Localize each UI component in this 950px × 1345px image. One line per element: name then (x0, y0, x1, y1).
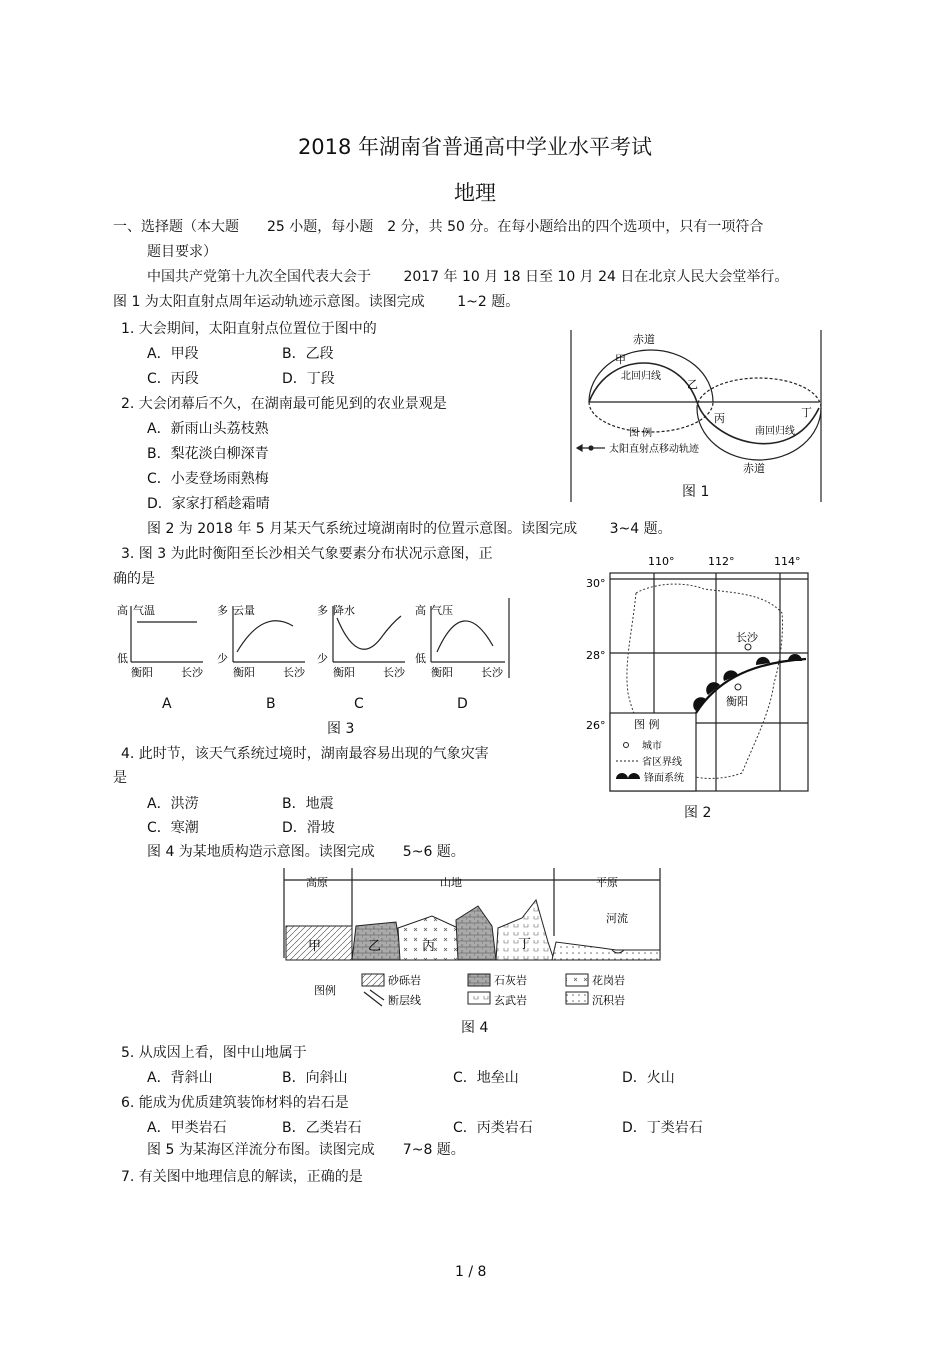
q6-option-a: A．甲类岩石 (147, 1120, 227, 1136)
q2-option-d: D．家家打稻趁霜晴 (147, 496, 270, 512)
fig4-legend-label: 图例 (314, 984, 336, 997)
fig2-lon2: 112° (708, 555, 735, 568)
fig3-a-hi: 高 (117, 604, 128, 617)
fig4-river: 河流 (606, 912, 628, 925)
q6-option-c: C．丙类岩石 (453, 1120, 533, 1136)
fig1-ding: 丁 (801, 406, 812, 419)
fig2-lon1: 110° (648, 555, 675, 568)
fig1-legend-title: 图 例 (629, 428, 653, 439)
q4-option-d: D．滑坡 (282, 820, 335, 836)
figure-3 (113, 598, 513, 682)
fig2-caption: 图 2 (684, 805, 712, 821)
q5-stem: 5. 从成因上看，图中山地属于 (121, 1045, 307, 1061)
q3-stem-line1: 3. 图 3 为此时衡阳至长沙相关气象要素分布状况示意图，正 (121, 546, 493, 562)
fig4-mountain: 山地 (440, 876, 462, 889)
intro2: 图 2 为 2018 年 5 月某天气系统过境湖南时的位置示意图。读图完成 3~4 题。 (147, 521, 672, 537)
fig3-letter-b: B (266, 696, 276, 712)
fig1-jia: 甲 (615, 353, 626, 366)
fig2-city1: 长沙 (736, 631, 758, 644)
fig3-d-x1: 衡阳 (431, 666, 453, 679)
fig4-bing: 丙 (422, 939, 436, 954)
fig4-plateau: 高原 (306, 876, 328, 889)
fig2-lon3: 114° (774, 555, 801, 568)
q5-option-d: D．火山 (622, 1070, 675, 1086)
q5-option-c: C．地垒山 (453, 1070, 519, 1086)
fig3-d-hi: 高 (415, 604, 426, 617)
fig3-d-lo: 低 (415, 652, 426, 665)
fig4-jia: 甲 (308, 939, 322, 954)
intro4: 图 5 为某海区洋流分布图。读图完成 7~8 题。 (147, 1142, 465, 1158)
exam-title: 2018 年湖南省普通高中学业水平考试 (297, 135, 653, 159)
fig4-caption: 图 4 (461, 1020, 489, 1036)
page-number: 1 / 8 (455, 1264, 487, 1280)
fig4-sandstone: 砂砾岩 (388, 974, 421, 987)
fig1-bing: 丙 (714, 412, 725, 425)
q1-option-d: D．丁段 (282, 371, 335, 387)
q4-stem-line2: 是 (113, 770, 127, 786)
fig3-d-name: 气压 (431, 604, 453, 617)
fig4-yi: 乙 (368, 939, 382, 954)
q5-option-a: A．背斜山 (147, 1070, 213, 1086)
fig3-c-x1: 衡阳 (333, 666, 355, 679)
q1-option-c: C．丙段 (147, 371, 199, 387)
q7-stem: 7. 有关图中地理信息的解读，正确的是 (121, 1169, 363, 1185)
q1-stem: 1. 大会期间，太阳直射点位置位于图中的 (121, 321, 377, 337)
q4-option-b: B．地震 (282, 796, 334, 812)
figure-2 (584, 553, 812, 795)
fig3-letter-a: A (162, 696, 172, 712)
q4-stem-line1: 4. 此时节，该天气系统过境时，湖南最容易出现的气象灾害 (121, 746, 489, 762)
q6-option-b: B．乙类岩石 (282, 1120, 362, 1136)
fig3-b-x1: 衡阳 (233, 666, 255, 679)
fig4-plain: 平原 (596, 876, 618, 889)
figure-4 (282, 866, 666, 1010)
fig2-legend-city: 城市 (642, 741, 662, 752)
fig4-basalt: 玄武岩 (494, 994, 527, 1007)
q2-option-b: B．梨花淡白柳深青 (147, 446, 269, 462)
fig2-legend-border: 省区界线 (642, 757, 682, 768)
fig3-c-name: 降水 (333, 604, 355, 617)
fig3-a-x2: 长沙 (181, 666, 203, 679)
fig3-letter-c: C (354, 696, 364, 712)
fig1-yi: 乙 (687, 378, 698, 391)
fig3-c-lo: 少 (317, 652, 328, 665)
fig3-b-x2: 长沙 (283, 666, 305, 679)
section-instruction-line2: 题目要求） (147, 244, 217, 260)
fig1-tropic-s: 南回归线 (755, 426, 795, 437)
fig3-caption: 图 3 (327, 721, 355, 737)
fig3-b-name: 云量 (233, 604, 255, 617)
fig2-lat2: 28° (586, 649, 606, 662)
fig3-b-hi: 多 (217, 604, 228, 617)
q2-stem: 2. 大会闭幕后不久，在湖南最可能见到的农业景观是 (121, 396, 447, 412)
fig3-d-x2: 长沙 (481, 666, 503, 679)
q3-stem-line2: 确的是 (113, 571, 155, 587)
section-instruction-line1: 一、选择题（本大题 25 小题，每小题 2 分，共 50 分。在每小题给出的四个选项中，只有一项符合 (113, 219, 764, 235)
intro1-line1: 中国共产党第十九次全国代表大会于 2017 年 10 月 18 日至 10 月 24 日在北京人民大会堂举行。 (147, 269, 789, 285)
q1-option-a: A．甲段 (147, 346, 199, 362)
fig2-lat1: 30° (586, 577, 606, 590)
fig3-a-name: 气温 (133, 604, 155, 617)
fig1-tropic-n: 北回归线 (621, 371, 661, 382)
fig3-b-lo: 少 (217, 652, 228, 665)
q6-option-d: D．丁类岩石 (622, 1120, 703, 1136)
q1-option-b: B．乙段 (282, 346, 334, 362)
fig3-c-hi: 多 (317, 604, 328, 617)
fig2-legend-title: 图 例 (634, 718, 660, 731)
fig1-equator-top: 赤道 (633, 333, 655, 346)
fig2-lat3: 26° (586, 719, 606, 732)
fig4-ding: 丁 (518, 937, 532, 952)
fig3-c-x2: 长沙 (383, 666, 405, 679)
fig4-granite: 花岗岩 (592, 974, 625, 987)
intro3: 图 4 为某地质构造示意图。读图完成 5~6 题。 (147, 844, 465, 860)
fig4-sedimentary: 沉积岩 (592, 994, 625, 1007)
intro1-line2: 图 1 为太阳直射点周年运动轨迹示意图。读图完成 1~2 题。 (113, 294, 520, 310)
subject-title: 地理 (454, 181, 496, 205)
q2-option-c: C．小麦登场雨熟梅 (147, 471, 269, 487)
fig3-letter-d: D (457, 696, 468, 712)
fig2-legend-front: 锋面系统 (644, 773, 684, 784)
fig1-equator-bottom: 赤道 (743, 462, 765, 475)
q4-option-c: C．寒潮 (147, 820, 199, 836)
fig3-a-lo: 低 (117, 652, 128, 665)
q6-stem: 6. 能成为优质建筑装饰材料的岩石是 (121, 1095, 349, 1111)
q4-option-a: A．洪涝 (147, 796, 199, 812)
fig3-a-x1: 衡阳 (131, 666, 153, 679)
fig1-legend-item: 太阳直射点移动轨迹 (609, 444, 699, 455)
figure-1 (569, 330, 823, 502)
q2-option-a: A．新雨山头荔枝熟 (147, 421, 269, 437)
q5-option-b: B．向斜山 (282, 1070, 348, 1086)
fig1-caption: 图 1 (682, 484, 710, 500)
fig4-fault: 断层线 (388, 994, 421, 1007)
fig2-city2: 衡阳 (726, 695, 748, 708)
fig4-limestone: 石灰岩 (494, 974, 527, 987)
